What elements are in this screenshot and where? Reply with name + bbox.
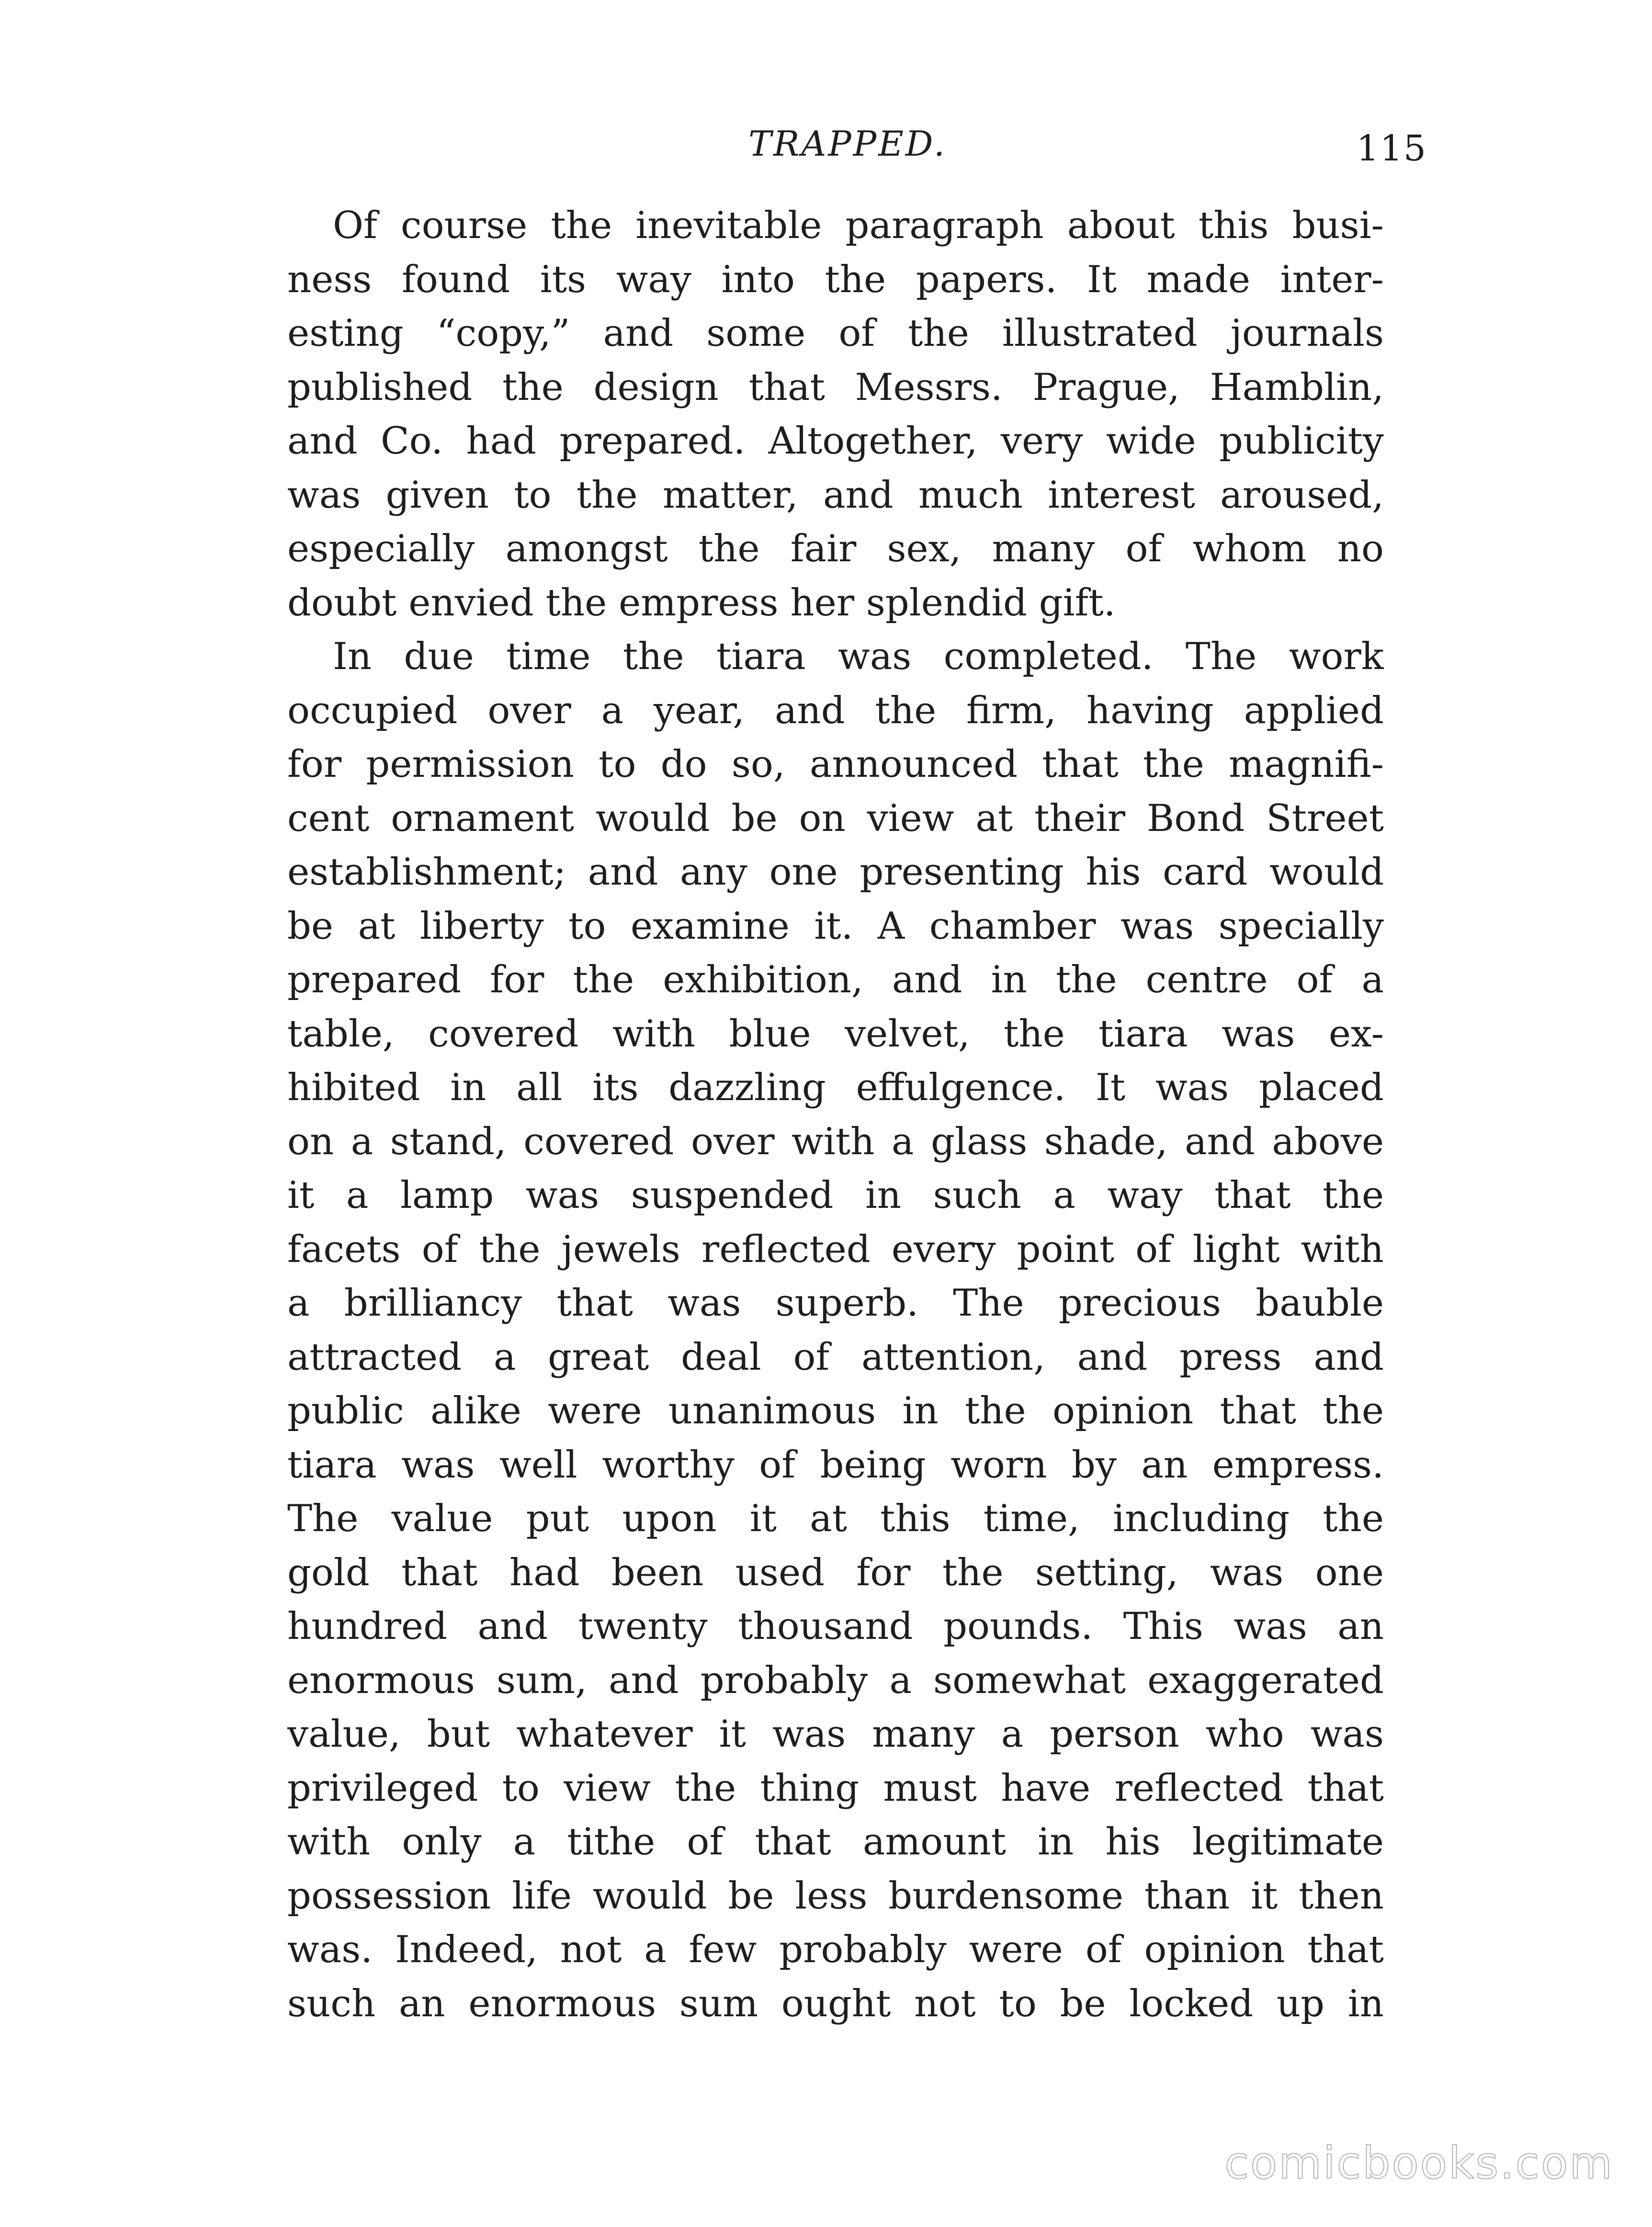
text-line: cent ornament would be on view at their Bond Street	[287, 796, 1384, 840]
text-line: it a lamp was suspended in such a way that the	[287, 1174, 1384, 1217]
text-line: was given to the matter, and much interest aroused,	[287, 473, 1384, 517]
text-line: possession life would be less burdensome than it then	[287, 1874, 1384, 1918]
text-line: esting “copy,” and some of the illustrated journals	[287, 312, 1384, 355]
text-line: hibited in all its dazzling effulgence. It was placed	[287, 1066, 1384, 1109]
text-line: privileged to view the thing must have reflected that	[287, 1766, 1384, 1810]
text-line: tiara was well worthy of being worn by an empress.	[287, 1443, 1384, 1487]
text-line: value, but whatever it was many a person who was	[287, 1713, 1384, 1756]
text-line: attracted a great deal of attention, and press and	[287, 1335, 1384, 1379]
text-line: facets of the jewels reflected every point of light with	[287, 1227, 1384, 1271]
text-line: and Co. had prepared. Altogether, very wide publicity	[287, 420, 1384, 463]
text-line: The value put upon it at this time, including the	[287, 1497, 1384, 1540]
text-line: ness found its way into the papers. It made inter-	[287, 258, 1384, 301]
text-line: published the design that Messrs. Prague, Hamblin,	[287, 365, 1384, 409]
text-line: was. Indeed, not a few probably were of opinion that	[287, 1928, 1384, 1971]
body-text	[287, 199, 1384, 2031]
running-title: TRAPPED.	[748, 124, 947, 164]
text-line: Of course the inevitable paragraph about this busi-	[333, 204, 1384, 247]
text-line: be at liberty to examine it. A chamber was specially	[287, 904, 1384, 948]
text-line: for permission to do so, announced that the magnifi-	[287, 743, 1384, 786]
watermark: comicbooks.com	[1224, 2137, 1614, 2189]
page-number: 115	[1356, 128, 1427, 169]
text-line: such an enormous sum ought not to be locked up in	[287, 1982, 1384, 2025]
text-line: hundred and twenty thousand pounds. This was an	[287, 1605, 1384, 1648]
text-line: enormous sum, and probably a somewhat exaggerated	[287, 1659, 1384, 1702]
text-line: In due time the tiara was completed. The work	[333, 635, 1384, 678]
text-line: establishment; and any one presenting his card would	[287, 851, 1384, 894]
text-line: especially amongst the fair sex, many of whom no	[287, 527, 1384, 570]
text-line: with only a tithe of that amount in his legitimate	[287, 1820, 1384, 1863]
text-line: occupied over a year, and the firm, having applied	[287, 689, 1384, 732]
running-head	[287, 113, 1427, 175]
text-line: a brilliancy that was superb. The precious bauble	[287, 1282, 1384, 1325]
text-line: doubt envied the empress her splendid gift.	[287, 581, 1116, 625]
text-line: on a stand, covered over with a glass shade, and above	[287, 1120, 1384, 1163]
text-line: prepared for the exhibition, and in the centre of a	[287, 958, 1384, 1001]
text-line: table, covered with blue velvet, the tiara was ex-	[287, 1012, 1384, 1056]
text-line: gold that had been used for the setting, was one	[287, 1551, 1384, 1594]
text-line: public alike were unanimous in the opinion that the	[287, 1389, 1384, 1432]
